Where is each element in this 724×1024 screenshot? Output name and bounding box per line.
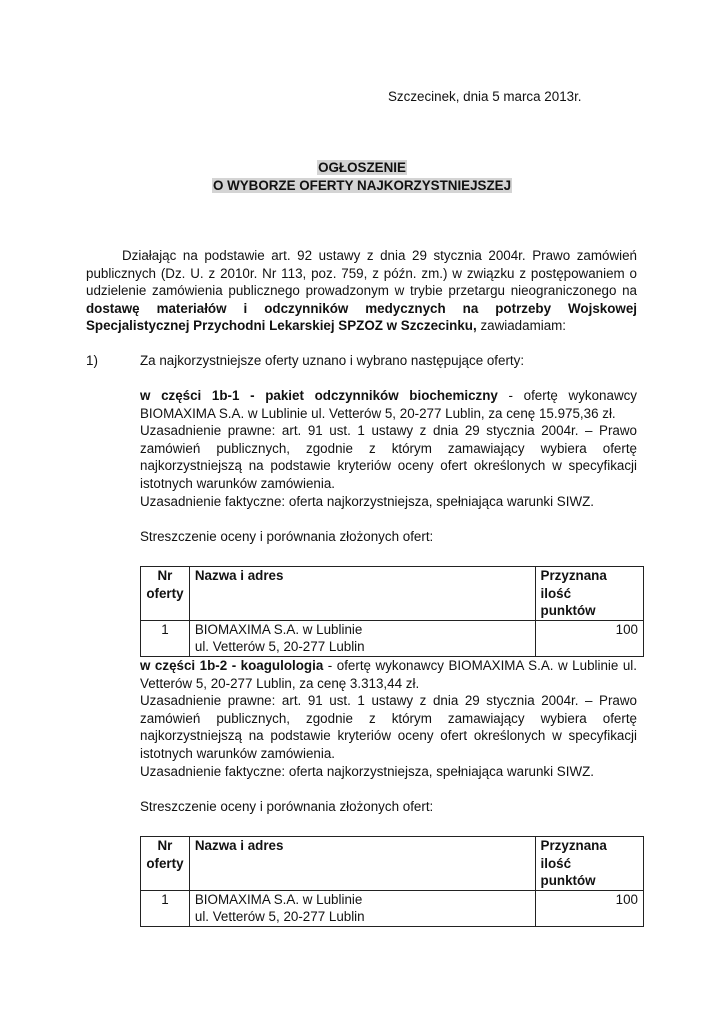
point-number: 1): [86, 353, 98, 368]
intro-paragraph: [86, 247, 637, 335]
legal-justification: Uzasadnienie prawne: art. 91 ust. 1 ustawy z dnia 29 stycznia 2004r. – Prawo zamówień publicznych, zgodnie z którym zamawiający wybiera ofertę najkorzystniejszą na podstawie kryteriów oceny ofert określonych w specyfikacji istotnych warunków zamówienia.: [140, 423, 637, 491]
part-offer: - ofertę wykonawcy BIOMAXIMA S.A. w Lublinie ul. Vetterów 5, 20-277 Lublin, za cenę 3.313,44 zł.: [140, 658, 637, 691]
offers-table-1b-1: [140, 566, 644, 657]
table-row: [141, 620, 644, 656]
offers-table-1b-2: [140, 836, 644, 927]
intro-subject: dostawę materiałów i odczynników medycznych na potrzeby Wojskowej Specjalistycznej Przychodni Lekarskiej SPZOZ w Szczecinku,: [86, 300, 637, 334]
part-heading: w części 1b-1 - pakiet odczynników biochemiczny: [140, 388, 498, 403]
table-header-row: [141, 837, 644, 891]
table-header-row: [141, 567, 644, 621]
title-line-1: OGŁOSZENIE: [318, 160, 406, 175]
summary-label: Streszczenie oceny i porównania złożonych ofert:: [140, 798, 434, 814]
summary-label: Streszczenie oceny i porównania złożonych ofert:: [140, 528, 434, 544]
announcement-title: [0, 159, 724, 194]
part-1b-1: [140, 387, 637, 545]
header-nr: Nr oferty: [141, 567, 190, 621]
legal-justification: Uzasadnienie prawne: art. 91 ust. 1 ustawy z dnia 29 stycznia 2004r. – Prawo zamówień publicznych, zgodnie z którym zamawiający wybiera ofertę najkorzystniejszą na podstawie kryteriów oceny ofert określonych w specyfikacji istotnych warunków zamówienia.: [140, 693, 637, 761]
factual-justification: Uzasadnienie faktyczne: oferta najkorzystniejsza, spełniająca warunki SIWZ.: [140, 493, 595, 509]
cell-nr: 1: [141, 620, 190, 656]
factual-justification: Uzasadnienie faktyczne: oferta najkorzystniejsza, spełniająca warunki SIWZ.: [140, 763, 595, 779]
intro-closing: zawiadamiam:: [476, 318, 567, 334]
cell-name: BIOMAXIMA S.A. w Lublinie ul. Vetterów 5, 20-277 Lublin: [189, 890, 535, 926]
cell-points: 100: [535, 890, 643, 926]
part-offer: - ofertę wykonawcy BIOMAXIMA S.A. w Lublinie ul. Vetterów 5, 20-277 Lublin, za cenę 15.975,36 zł.: [140, 388, 638, 421]
part-heading: w części 1b-2 - koagulologia: [140, 658, 324, 673]
header-points: Przyznana ilość punktów: [535, 567, 643, 621]
date-line: Szczecinek, dnia 5 marca 2013r.: [388, 89, 582, 104]
title-line-2: O WYBORZE OFERTY NAJKORZYSTNIEJSZEJ: [212, 177, 512, 193]
cell-points: 100: [535, 620, 643, 656]
table-row: [141, 890, 644, 926]
header-name: Nazwa i adres: [189, 837, 535, 891]
cell-name: BIOMAXIMA S.A. w Lublinie ul. Vetterów 5, 20-277 Lublin: [189, 620, 535, 656]
header-name: Nazwa i adres: [189, 567, 535, 621]
header-nr: Nr oferty: [141, 837, 190, 891]
cell-nr: 1: [141, 890, 190, 926]
intro-text: Działając na podstawie art. 92 ustawy z dnia 29 stycznia 2004r. Prawo zamówień publicznych (Dz. U. z 2010r. Nr 113, poz. 759, z późn. zm.) w związku z postępowaniem o udzielenie zamówienia publicznego prowadzonym w trybie przetargu nieograniczonego na: [86, 248, 637, 299]
part-1b-2: [140, 657, 637, 815]
point-1: [86, 352, 524, 370]
point-text: Za najkorzystniejsze oferty uznano i wybrano następujące oferty:: [140, 353, 525, 368]
header-points: Przyznana ilość punktów: [535, 837, 643, 891]
